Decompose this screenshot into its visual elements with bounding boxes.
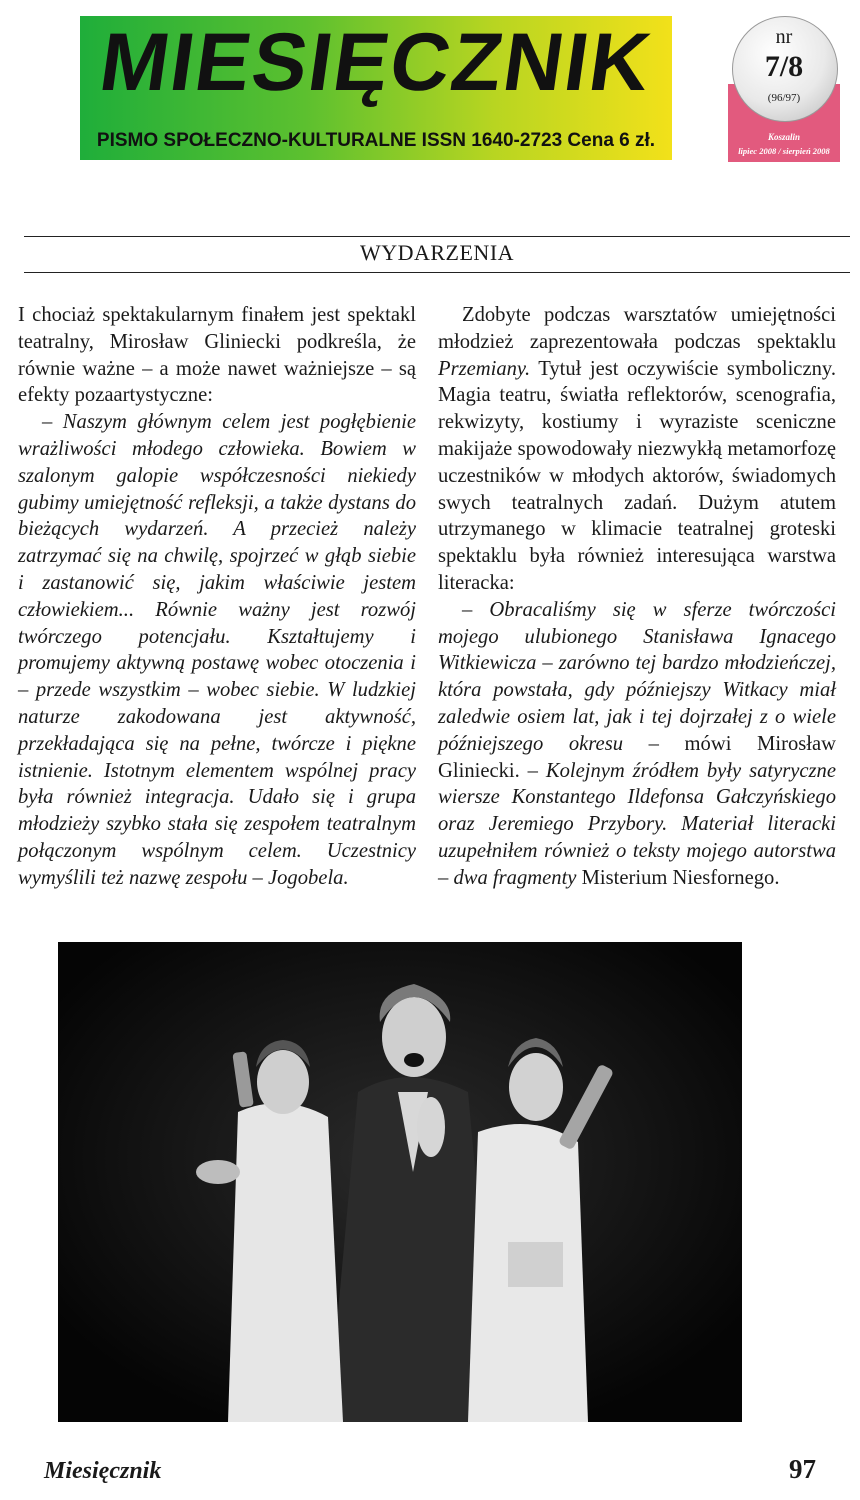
play-title: Przemiany. xyxy=(438,357,531,380)
article-left-column xyxy=(18,302,416,892)
section-rule-top xyxy=(24,236,850,237)
right-paragraph-1 xyxy=(438,302,836,597)
right-p1-text-b: Tytuł jest oczywiście symboliczny. Magia teatru, światła reflektorów, scenografia, rekwizyty, kostiumy i wyraziste sceniczne makijaże spowodowały niezwykłą metamorfozę uczestników w młodych aktorów, świadomych swych teatralnych zadań. Dużym atutem utrzymanego w klimacie teatralnej groteski spektaklu była również interesująca warstwa literacka: xyxy=(438,357,836,594)
masthead-title: MIESIĘCZNIK xyxy=(94,17,658,108)
right-paragraph-2 xyxy=(438,597,836,892)
article-right-column xyxy=(438,302,836,892)
page-number: 97 xyxy=(789,1454,816,1484)
right-p2-quote-a: – Obracaliśmy się w sferze twórczości mojego ulubionego Stanisława Ignacego Witkiewicza – zarówno tej bardzo młodzieńczej, która powstała, gdy późniejszy Witkacy miał zaledwie osiem lat, jak i tej dojrzałej z o wiele późniejszego okresu – xyxy=(438,598,836,755)
issue-overall-number: (96/97) xyxy=(767,92,801,104)
left-paragraph-2-quote: – Naszym głównym celem jest pogłębienie wrażliwości młodego człowieka. Bowiem w szalonym galopie współczesności niekiedy gubimy umiejętność refleksji, a także dystans do bieżących wydarzeń. A przecież należy zatrzymać się na chwilę, spojrzeć w głąb siebie i zastanowić się, jakim właściwie jestem człowiekiem... Równie ważny jest rozwój twórczego potencjału. Kształtujemy i promujemy aktywną postawę wobec otoczenia i – przede wszystkim – wobec siebie. W ludzkiej naturze zakodowana jest aktywność, przekładająca się na pełne, twórcze i piękne istnienie. Istotnym elementem wspólnej pracy była również integracja. Udało się i grupa młodzieży szybko stała się zespołem teatralnym połączonym wspólnym celem. Uczestnicy wymyślili też nazwę zespołu – Jogobela. xyxy=(18,411,416,889)
issue-city: Koszalin xyxy=(767,132,800,142)
right-p2-quote-b: – Kolejnym źródłem były satyryczne wiersze Konstantego Ildefonsa Gałczyńskiego oraz Jeremiego Przybory. Materiał literacki uzupełniłem również o teksty mojego autorstwa – dwa fragmenty xyxy=(438,759,836,889)
right-p1-text-a: Zdobyte podczas warsztatów umiejętności młodzież zaprezentowała podczas spektaklu xyxy=(438,304,836,353)
stage-photo xyxy=(58,942,742,1422)
section-rule-bottom xyxy=(24,272,850,273)
masthead-subtitle: PISMO SPOŁECZNO-KULTURALNE ISSN 1640-2723 Cena 6 zł. xyxy=(96,130,656,151)
issue-nr-label: nr xyxy=(775,26,793,48)
right-p2-attribution: mówi Mirosław Gliniecki. xyxy=(438,732,836,782)
issue-badge xyxy=(728,14,840,162)
left-paragraph-1: I chociaż spektakularnym finałem jest spektakl teatralny, Mirosław Gliniecki podkreśla, że równie ważne – a może nawet ważniejsze – są efekty pozaartystyczne: xyxy=(18,304,416,407)
stage-photo-illustration xyxy=(58,942,742,1422)
right-p2-work-title: Misterium Niesfornego. xyxy=(581,866,780,889)
issue-date: lipiec 2008 / sierpień 2008 xyxy=(738,146,830,156)
issue-number: 7/8 xyxy=(764,50,804,83)
masthead xyxy=(80,16,672,160)
footer-title: Miesięcznik xyxy=(44,1458,162,1484)
section-title: WYDARZENIA xyxy=(359,240,515,265)
